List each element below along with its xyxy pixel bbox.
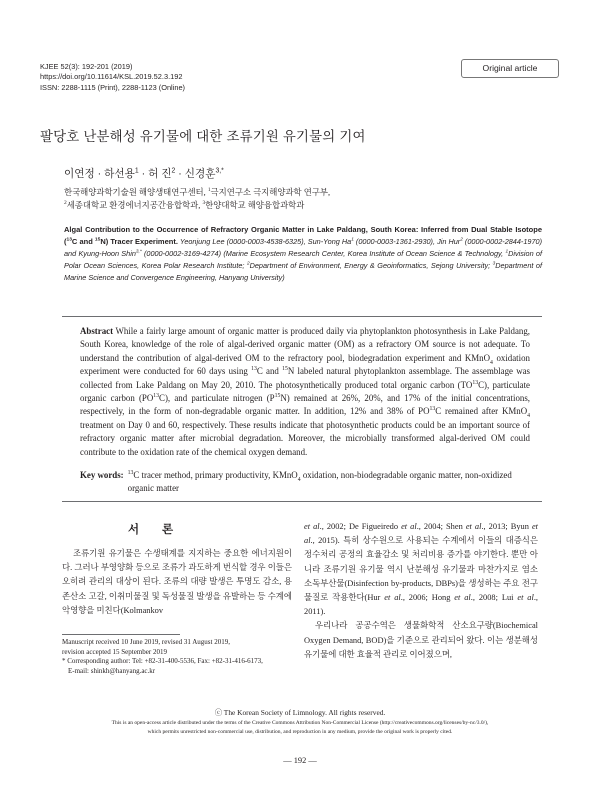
author-text: (0000-0002-3169-4274)	[141, 249, 222, 258]
body-text: ., 2002; De Figueiredo	[319, 522, 402, 531]
title-sup: 13	[66, 237, 72, 243]
abstract	[80, 325, 530, 459]
abstract-sup: 13	[153, 393, 160, 400]
abstract-top-rule	[62, 316, 542, 317]
footnote-corresponding: * Corresponding author: Tel: +82-31-400-5536, Fax: +82-31-416-6173,	[62, 657, 263, 666]
abstract-label: Abstract	[80, 326, 114, 336]
title-sup: 15	[94, 237, 101, 243]
abstract-text: C), and particulate nitrogen (P	[159, 393, 275, 404]
body-column-right	[304, 520, 538, 662]
affiliation-sup: 2	[64, 200, 67, 207]
keywords-text	[128, 469, 516, 495]
affil-sup: 2	[246, 261, 250, 267]
license-line: This is an open-access article distributed under the terms of the Creative Commons Attribution Non-Commercial License (http://creativecommons.org/licenses/by-nc/3.0/),	[111, 720, 489, 726]
abstract-text: C and	[256, 366, 283, 377]
affiliations-korean	[64, 186, 554, 212]
footnote-received: Manuscript received 10 June 2019, revised 31 August 2019,	[62, 638, 230, 646]
affiliation-text: 한국해양과학기술원 해양생태연구센터,	[64, 188, 208, 197]
footnote-email[interactable]: E-mail: shinkh@hanyang.ac.kr	[68, 666, 156, 675]
body-text: ., 2008; Lui	[470, 593, 518, 603]
affiliation-text: 세종대학교 환경에너지공간융합학과,	[66, 201, 203, 210]
title-text: N) Tracer Experiment.	[100, 237, 178, 246]
body-text: ., 2013; Byun	[481, 522, 532, 531]
keywords-part: C tracer method, primary productivity, KMnO	[133, 470, 298, 480]
license	[40, 719, 560, 736]
body-paragraph	[304, 520, 538, 619]
author-sup: 1	[134, 167, 139, 175]
abstract-sup: 13	[472, 379, 479, 386]
footnote-rule	[62, 634, 180, 635]
affil-text: (Marine Ecosystem Research Center, Korea Institute of Ocean Science & Technology,	[221, 249, 506, 258]
title-korean: 팔당호 난분해성 유기물에 대한 조류기원 유기물의 기여	[40, 129, 366, 144]
title-text: C and	[71, 237, 95, 246]
journal-info	[40, 62, 185, 93]
author-sup: 2	[171, 167, 176, 175]
abstract-text: oxidation experiment were conducted for 60 days using	[80, 352, 530, 377]
title-text: Algal Contribution to the Occurrence of Refractory Organic Matter in Lake Paldang, South Korea: Inferred from Dual Stable Isotope (	[64, 225, 542, 246]
affil-sup: 3	[492, 261, 496, 267]
author-sup: 3,*	[215, 167, 224, 175]
keywords-sup: 13	[127, 470, 134, 477]
keywords-sub: 4	[297, 476, 301, 483]
abstract-text: C remained after KMnO	[435, 406, 528, 417]
abstract-text: C), particulate organic carbon (PO	[80, 379, 530, 404]
abstract-bottom-rule	[62, 501, 542, 502]
affil-text: Division of Polar Ocean Sciences, Korea Polar Research Institute;	[64, 249, 542, 270]
abstract-text: treatment on Day 0 and 60, respectively. These results indicate that photosynthetic products could be an important source of refractory organic matter after microbial degradation. Moreover, the microbially transformed algal-derived OM could contribute to the oxidation rate of the chemical oxygen demand.	[80, 419, 530, 457]
journal-citation: KJEE 52(3): 192-201 (2019)	[40, 62, 133, 71]
affil-text: Department of Environment, Energy & Geoinformatics, Sejong University;	[249, 261, 493, 270]
authors-korean	[64, 166, 224, 181]
abstract-text: N) remained at 26%, 20%, and 17% of the initial concentrations, respectively, in the form of non-degradable organic matter. In addition, 12% and 38% of PO	[80, 393, 530, 417]
body-text: ., 2004; Shen	[416, 522, 466, 531]
author-1: 이연정 · 하선용	[64, 168, 135, 180]
abstract-sub: 4	[490, 359, 493, 366]
etal: et al	[401, 522, 417, 531]
affiliation-sup: 3	[202, 200, 206, 207]
author-3: · 신경훈	[175, 168, 216, 180]
author-text: Yeonjung Lee (0000-0003-4538-6325), Sun-Yong Ha	[177, 237, 352, 246]
etal: et al	[304, 522, 539, 546]
section-heading-introduction: 서 론	[128, 524, 184, 536]
author-text: (0000-0002-2844-1970) and Kyung-Hoon Shin	[64, 237, 543, 258]
body-text: ., 2015). 특히 상수원으로 사용되는 수계에서 이들의 대증식은 정수처리 공정의 효율감소 및 처리비용 증가를 야기한다. 뿐만 아니라 조류기원 유기물 역시 난분해성 유기물과 마찬가지로 염소 소독부산물(Disinfection by-products, DBPs)을 생성하는 주요 전구물질로 작용한다(Hur	[304, 536, 538, 603]
affiliation-line	[64, 199, 554, 212]
abstract-sub: 4	[527, 413, 530, 420]
etal: et al	[384, 593, 401, 603]
body-column-left: 조류기원 유기물은 수생태계를 지지하는 중요한 에너지원이다. 그러나 부영양화 등으로 조류가 과도하게 번식할 경우 이들은 오히려 관리의 대상이 된다. 조류의 대량 발생은 투명도 감소, 용존산소 고갈, 이취미물질 및 독성물질 발생을 유발하는 등 수계에 악영향을 미친다(Kolmankov	[62, 549, 292, 615]
affiliation-text: 한양대학교 해양융합과학과	[205, 201, 305, 210]
abstract-sup: 15	[282, 366, 288, 373]
journal-issn: ISSN: 2288-1115 (Print), 2288-1123 (Online)	[40, 82, 186, 92]
author-sup: 3,*	[135, 249, 142, 255]
abstract-sup: 13	[429, 406, 436, 413]
keywords-part: oxidation, non-biodegradable organic matter, non-oxidized organic matter	[127, 470, 512, 493]
affiliation-line	[64, 186, 554, 199]
affil-text: Department of Marine Science and Convergence Engineering, Hanyang University)	[64, 261, 542, 282]
affiliation-text: 극지연구소 극지해양과학 연구부,	[210, 188, 331, 197]
copyright: ⓒ The Korean Society of Limnology. All rights reserved.	[214, 708, 386, 717]
affiliation-sup: 1	[207, 187, 211, 194]
abstract-text: N labeled natural phytoplankton assemblage. The assemblage was collected from Lake Paldang on May 20, 2010. The photosynthetically produced total organic carbon (TO	[80, 366, 531, 390]
page-number: — 192 —	[283, 756, 317, 765]
etal: et al	[304, 522, 320, 531]
author-sup: 1	[351, 237, 354, 243]
license-line: which permits unrestricted non-commercial use, distribution, and reproduction in any medium, provide the original work is properly cited.	[147, 728, 453, 735]
abstract-sup: 13	[251, 366, 257, 373]
body-paragraph: 우리나라 공공수역은 생물화학적 산소요구량(Biochemical Oxygen Demand, BOD)을 기준으로 관리되어 왔다. 이는 생분해성 유기물에 대한 효율적 관리로 이어졌으며,	[304, 621, 538, 659]
keywords	[80, 469, 530, 495]
footnote	[62, 638, 302, 676]
keywords-label: Key words:	[80, 470, 124, 480]
abstract-sup: 15	[274, 393, 281, 400]
body-text: ., 2006; Hong	[400, 593, 455, 603]
body-text: ., 2011).	[304, 593, 539, 617]
etal: et al	[465, 522, 482, 531]
etal: et al	[517, 593, 534, 603]
author-2: · 허 진	[138, 168, 172, 180]
article-type-badge: Original article	[461, 59, 559, 78]
title-english-block	[64, 224, 542, 284]
author-sup: 2	[460, 237, 463, 243]
author-text: (0000-0003-1361-2930), Jin Hur	[353, 237, 461, 246]
footnote-accepted: revision accepted 15 September 2019	[62, 647, 167, 656]
etal: et al	[454, 593, 471, 603]
journal-doi[interactable]: https://doi.org/10.11614/KSL.2019.52.3.192	[40, 72, 183, 82]
affil-sup: 1	[505, 249, 509, 255]
abstract-text: While a fairly large amount of organic matter is produced daily via phytoplankton photosynthesis in Lake Paldang, South Korea, knowledge of the role of algal-derived organic matter (OM) as a refractory OM source is not adequate. To understand the contribution of algal-derived OM to the refractory pool, biodegradation experiment and KMnO	[80, 326, 530, 363]
